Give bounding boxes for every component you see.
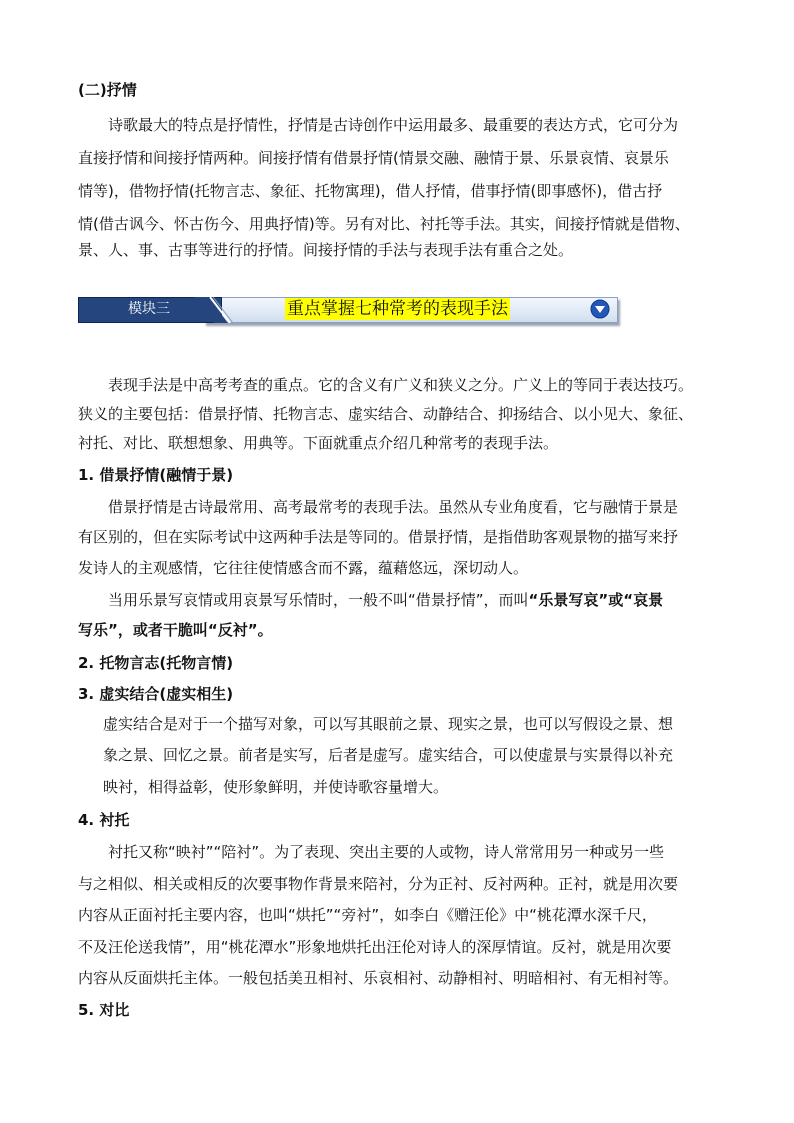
chevron-down-circle-icon (590, 299, 610, 319)
paragraph-line: 内容从正面衬托主要内容，也叫“烘托”“旁衬”，如李白《赠汪伦》中“桃花潭水深千尺， (78, 906, 657, 924)
module-title: 重点掌握七种常考的表现手法 (287, 299, 508, 319)
item-heading-5: 5. 对比 (78, 1001, 130, 1019)
item-heading-4: 4. 衬托 (78, 811, 130, 829)
section-heading: (二)抒情 (78, 81, 137, 99)
module-label: 模块三 (128, 301, 170, 317)
text-run-bold: “乐景写哀”或“哀景 (528, 591, 664, 609)
text-run: 当用乐景写哀情或用哀景写乐情时，一般不叫“借景抒情”，而叫 (108, 591, 529, 609)
paragraph-line: 发诗人的主观感情，它往往使情感含而不露，蕴藉悠远，深切动人。 (78, 559, 529, 577)
paragraph-line: 景、人、事、古事等进行的抒情。间接抒情的手法与表现手法有重合之处。 (78, 241, 574, 259)
paragraph-line: 表现手法是中高考考查的重点。它的含义有广义和狭义之分。广义上的等同于表达技巧。 (108, 376, 694, 394)
paragraph-line: 象之景、回忆之景。前者是实写，后者是虚写。虚实结合，可以使虚景与实景得以补充 (103, 746, 674, 764)
paragraph-line: 衬托又称“映衬”“陪衬”。为了表现、突出主要的人或物，诗人常常用另一种或另一些 (108, 843, 665, 861)
paragraph-line (108, 590, 663, 610)
paragraph-line: 与之相似、相关或相反的次要事物作背景来陪衬，分为正衬、反衬两种。正衬，就是用次要 (78, 875, 679, 893)
module-banner (78, 297, 618, 325)
item-heading-2: 2. 托物言志(托物言情) (78, 654, 234, 672)
paragraph-line: 虚实结合是对于一个描写对象，可以写其眼前之景、现实之景，也可以写假设之景、想 (103, 715, 674, 733)
paragraph-line (108, 115, 678, 135)
paragraph-line: 情等)，借物抒情(托物言志、象征、托物寓理)，借人抒情，借事抒情(即事感怀)，借古抒 (78, 182, 663, 200)
item-heading-1: 1. 借景抒情(融情于景) (78, 466, 234, 484)
paragraph-line: 内容从反面烘托主体。一般包括美丑相衬、乐哀相衬、动静相衬、明暗相衬、有无相衬等。 (78, 969, 679, 987)
paragraph-line: 映衬，相得益彰，使形象鲜明，并使诗歌容量增大。 (103, 778, 449, 796)
paragraph-line: 不及汪伦送我情”，用“桃花潭水”形象地烘托出汪伦对诗人的深厚情谊。反衬，就是用次要 (78, 938, 672, 956)
paragraph-line: 衬托、对比、联想想象、用典等。下面就重点介绍几种常考的表现手法。 (78, 434, 559, 452)
item-heading-3: 3. 虚实结合(虚实相生) (78, 685, 234, 703)
paragraph-line: 直接抒情和间接抒情两种。间接抒情有借景抒情(情景交融、融情于景、乐景哀情、哀景乐 (78, 149, 669, 167)
paragraph-line: 狭义的主要包括：借景抒情、托物言志、虚实结合、动静结合、抑扬结合、以小见大、象征、 (78, 405, 694, 423)
text-run: 诗歌最大的特点是抒情性，抒情是古诗创作中运用最多、最重要的表达方式，它可分为 (108, 116, 679, 134)
paragraph-line: 写乐”，或者干脆叫“反衬”。 (78, 621, 273, 639)
paragraph-line: 情(借古讽今、怀古伤今、用典抒情)等。另有对比、衬托等手法。其实，间接抒情就是借物、 (78, 215, 690, 233)
paragraph-line: 借景抒情是古诗最常用、高考最常考的表现手法。虽然从专业角度看，它与融情于景是 (108, 498, 679, 516)
paragraph-line: 有区别的，但在实际考试中这两种手法是等同的。借景抒情，是指借助客观景物的描写来抒 (78, 528, 679, 546)
